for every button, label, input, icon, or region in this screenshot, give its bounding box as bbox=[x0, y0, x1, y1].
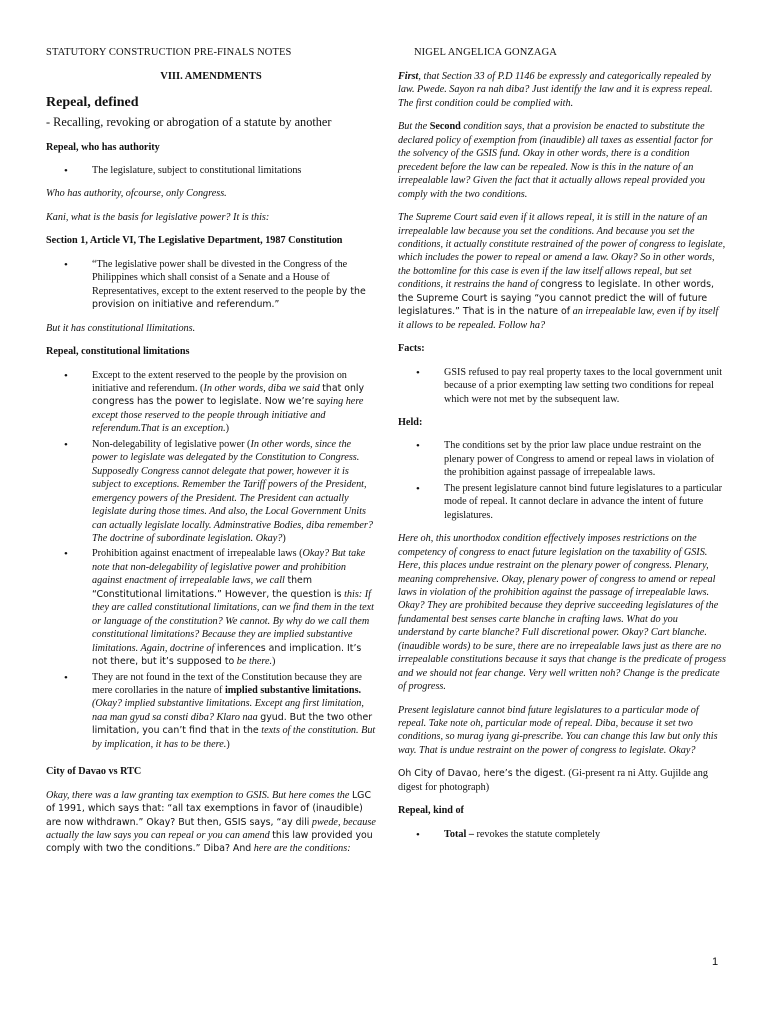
bullet-bold: implied substantive limitations. bbox=[224, 684, 362, 696]
quote-list bbox=[46, 258, 376, 312]
bullet-italic: Okay? But take note that non-delegability of legislative power and prohibition against enactment of irrepealable laws, we call bbox=[92, 548, 366, 587]
first-lead: First bbox=[398, 71, 419, 82]
bullet-close: ) bbox=[226, 738, 230, 750]
bullet-sans: them “Constitutional limitations.” However, the question is bbox=[92, 575, 342, 600]
digest-sans: Oh City of Davao, here’s the digest. bbox=[398, 768, 566, 780]
bullet-text: Non-delegability of legislative power ( bbox=[92, 438, 251, 450]
first-text: , that Section 33 of P.D 1146 be expressly and categorically repealed by law. Pwede. Sayon ra nah diba? Just identify the law and it is express repeal. The first condition could be complied with. bbox=[398, 71, 713, 109]
bullet-close: ) bbox=[272, 656, 276, 668]
held-list bbox=[398, 439, 726, 522]
facts-heading: Facts: bbox=[398, 343, 425, 355]
held-heading: Held: bbox=[398, 416, 423, 428]
davao-italic: pwede, because actually the law says you can repeal or you can amend bbox=[46, 816, 376, 842]
section-reference: Section 1, Article VI, The Legislative Department, 1987 Constitution bbox=[46, 235, 343, 247]
limits-note: But it has constitutional llimitations. bbox=[46, 322, 196, 334]
header-course-title: STATUTORY CONSTRUCTION PRE-FINALS NOTES bbox=[46, 47, 292, 58]
list-item: • The legislature, subject to constitutional limitations bbox=[46, 164, 376, 177]
list-item bbox=[46, 369, 376, 436]
bullet-close: ) bbox=[282, 532, 286, 544]
header-author: NIGEL ANGELICA GONZAGA bbox=[414, 47, 557, 58]
sc-text: The Supreme Court said even if it allows repeal, it is still in the nature of an irrepealable law because you set the conditions. And because you set the conditions, it actually constitute restrained of the power of congress to legislate, which includes the power to repeal or amend a law. Okay? So in other words, the bottomline for this case is even if the law itself allows repeal, but set conditions, it restrains the hand of bbox=[398, 212, 726, 291]
list-item bbox=[46, 671, 376, 752]
list-item: • GSIS refused to pay real property taxes to the local government unit because of a prior exempting law setting two conditions for repeal which were not met by the subsequent law. bbox=[398, 366, 726, 406]
list-item: • The conditions set by the prior law place undue restraint on the plenary power of Congress to amend or repeal laws in violation of the prohibition against passage of irrepealable laws. bbox=[398, 439, 726, 479]
bullet-italic: texts of the constitution. But by implication, it has to be there. bbox=[92, 725, 376, 750]
list-item bbox=[46, 547, 376, 668]
total-bold: Total – bbox=[444, 828, 474, 840]
bullet-sans: gyud. But the two other limitation, you can’t find that in the bbox=[92, 711, 373, 737]
quote-main: “The legislative power shall be divested in the Congress of the Philippines which shall consist of a Senate and a House of Representatives, except to the extent reserved to the people bbox=[92, 258, 348, 297]
quote-tail: by the provision on initiative and referendum.” bbox=[92, 285, 366, 311]
bullet-italic: In other words, diba we said bbox=[203, 382, 320, 394]
bullet-text: They are not found in the text of the Constitution because they are mere corollaries in the nature of bbox=[92, 671, 362, 696]
first-condition bbox=[398, 70, 726, 110]
digest-text: (Gi-present ra ni Atty. Gujilde ang digest for photograph bbox=[398, 768, 708, 793]
authority-heading: Repeal, who has authority bbox=[46, 141, 160, 153]
right-column bbox=[398, 70, 726, 851]
basis-question: Kani, what is the basis for legislative power? It is this: bbox=[46, 211, 270, 223]
bullet-text: Except to the extent reserved to the people by the provision on initiative and referendum. ( bbox=[92, 369, 347, 394]
bullet-sans: that only congress has the power to legislate. Now we’re bbox=[92, 382, 365, 408]
facts-list bbox=[398, 366, 726, 406]
bullet-italic: In other words, since the power to legislate was delegated by the Constitution to Congress. Supposedly Congress cannot delegate that power, however it is subject to exceptions. Remember the Tariff powers of the President, emergency powers of the President. The President can actually legislate during those times. And also, the Local Government Units can actually legislate locally. Adminstrative Bodies, diba remember? The doctrine of subordinate legislation. Okay? bbox=[92, 438, 373, 544]
repeal-kind-heading: Repeal, kind of bbox=[398, 805, 464, 817]
davao-heading: City of Davao vs RTC bbox=[46, 766, 142, 778]
second-bold: Second bbox=[429, 121, 461, 133]
authority-list bbox=[46, 164, 376, 177]
davao-italic: Okay, there was a law granting tax exemption to GSIS. But here comes the bbox=[46, 789, 350, 801]
total-text: revokes the statute completely bbox=[476, 828, 601, 840]
left-column bbox=[46, 70, 376, 866]
repeal-defined-heading: Repeal, defined bbox=[46, 94, 139, 110]
list-item: • The present legislature cannot bind future legislatures to a particular mode of repeal. It cannot declare in advance the intent of future legislatures. bbox=[398, 482, 726, 522]
sc-text: an irrepealable law, even if by itself it allows to be repealed. Follow ha? bbox=[398, 306, 719, 331]
second-condition bbox=[398, 120, 726, 201]
list-item bbox=[398, 828, 726, 841]
supreme-court-paragraph bbox=[398, 211, 726, 332]
kind-list bbox=[398, 828, 726, 841]
bullet-text: Prohibition against enactment of irrepealable laws ( bbox=[92, 548, 303, 560]
authority-note: Who has authority, ofcourse, only Congress. bbox=[46, 188, 227, 200]
davao-paragraph bbox=[46, 789, 376, 856]
bullet-italic: (Okay? implied substantive limitations. Except ang first limitation, naa man gyud sa consti diba? Klaro naa bbox=[92, 698, 364, 723]
unorthodox-paragraph: Here oh, this unorthodox condition effectively imposes restrictions on the competency of congress to enact future legislation on the taxability of GSIS. Here, this places undue restraint on the plenary power of congress. Plenary, meaning comprehensive. Okay, plenary power of congress to amend or repeal laws in violation of the prohibition against the passage of irrepealable laws. Okay? They are prohibited because they deprive succeeding legislatures of the fundamental best senses carte blanche in crafting laws. What do you understand by carte blanche? Full discretional power. Okay? Cart blanche. (inaudible words) to be sure, there are no irrepealable laws just as there are no irrepealable constitutions because it says that change is the predicate of progess and we should not fear change. Very well written noh? Change is the predicate of progress. bbox=[398, 533, 726, 693]
limits-list bbox=[46, 369, 376, 752]
digest-close: ) bbox=[485, 781, 490, 793]
davao-sans: LGC of 1991, which says that: “all tax exemptions in favor of (inaudible) are now withdrawn.” Okay? But then, GSIS says, “ay dili bbox=[46, 789, 371, 828]
bullet-italic: this: If they are called constitutional limitations, can we find them in the text or language of the constitution? We cannot. By why do we call them constitutional limitations? Because they are implied substantive limitations. Again, doctrine of bbox=[92, 588, 374, 654]
davao-italic: here are the conditions: bbox=[253, 843, 351, 855]
page-number: 1 bbox=[712, 956, 719, 968]
sc-sans: congress to legislate. In other words, the Supreme Court is saying “you cannot predict the will of future legislatures.” That is in the nature of bbox=[398, 279, 714, 318]
bullet-italic: be there. bbox=[236, 656, 273, 668]
section-title: VIII. AMENDMENTS bbox=[160, 71, 262, 82]
second-text: condition says, that a provision be enacted to substitute the declared policy of exemption from (inaudible) all taxes as essential factor for the solvency of the GSIS fund. Okay in other words, there is a condition precedent before the law can be repealed. Now is this in the nature of an irrepealable law? Given the fact that it actually allows repeal provided you comply with the two conditions. bbox=[398, 121, 713, 200]
bullet-italic: saying here except those reserved to the people through initiative and referendum.That is an exception. bbox=[92, 396, 364, 435]
davao-sans: this law provided you comply with two the conditions.” Diba? And bbox=[46, 830, 373, 855]
digest-paragraph bbox=[398, 767, 726, 794]
bullet-close: ) bbox=[225, 423, 230, 435]
second-pre: But the bbox=[398, 121, 428, 133]
present-paragraph: Present legislature cannot bind future legislatures to a particular mode of repeal. Take note oh, particular mode of repeal. Diba, because it set two conditions, so murag iyang gi-prescribe. You can change this law but only this way. That is undue restraint on the power of congress to legislate. Okay? bbox=[398, 704, 718, 756]
limits-heading: Repeal, constitutional limitations bbox=[46, 346, 190, 358]
bullet-sans: inferences and implication. It’s not there, but it’s supposed to bbox=[92, 642, 362, 668]
list-item bbox=[46, 258, 376, 312]
repeal-definition: - Recalling, revoking or abrogation of a statute by another bbox=[46, 115, 332, 130]
list-item bbox=[46, 438, 376, 546]
